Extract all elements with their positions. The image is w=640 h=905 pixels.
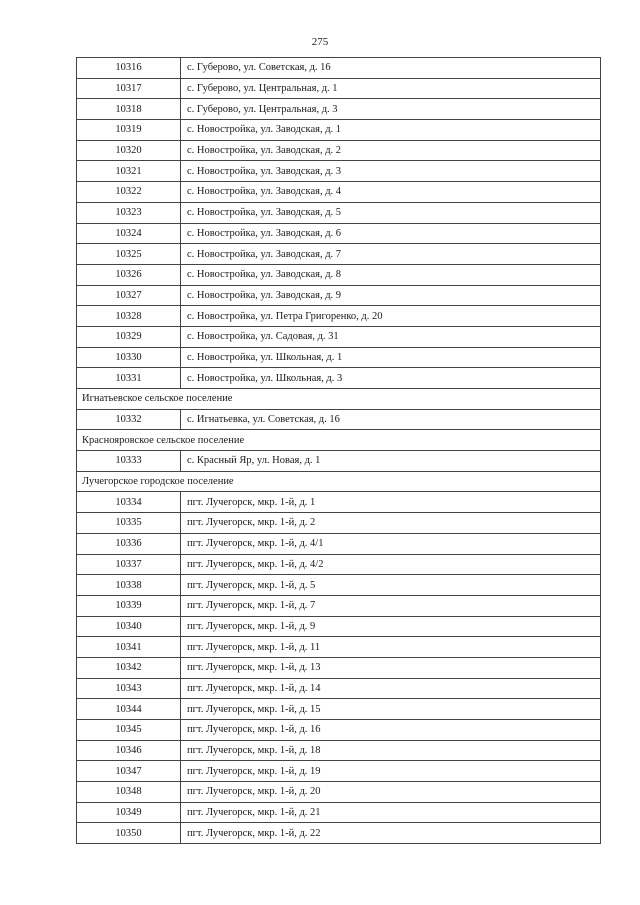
record-number: 10321	[77, 161, 181, 182]
record-number: 10338	[77, 575, 181, 596]
record-number: 10331	[77, 368, 181, 389]
address: пгт. Лучегорск, мкр. 1-й, д. 9	[181, 616, 601, 637]
address: с. Новостройка, ул. Заводская, д. 9	[181, 285, 601, 306]
table-row	[77, 657, 601, 678]
record-number: 10323	[77, 202, 181, 223]
record-number: 10324	[77, 223, 181, 244]
table-row	[77, 595, 601, 616]
record-number: 10319	[77, 120, 181, 141]
table-row	[77, 761, 601, 782]
record-number: 10348	[77, 782, 181, 803]
table-row	[77, 451, 601, 472]
address: пгт. Лучегорск, мкр. 1-й, д. 21	[181, 802, 601, 823]
table-row	[77, 120, 601, 141]
address: пгт. Лучегорск, мкр. 1-й, д. 2	[181, 513, 601, 534]
table-row	[77, 78, 601, 99]
table-row	[77, 202, 601, 223]
section-header-row	[77, 430, 601, 451]
address: с. Новостройка, ул. Заводская, д. 4	[181, 182, 601, 203]
address: пгт. Лучегорск, мкр. 1-й, д. 16	[181, 720, 601, 741]
table-row	[77, 513, 601, 534]
record-number: 10328	[77, 306, 181, 327]
address: с. Новостройка, ул. Заводская, д. 2	[181, 140, 601, 161]
record-number: 10341	[77, 637, 181, 658]
record-number: 10346	[77, 740, 181, 761]
address: с. Новостройка, ул. Заводская, д. 7	[181, 244, 601, 265]
table-row	[77, 244, 601, 265]
address: с. Новостройка, ул. Садовая, д. 31	[181, 326, 601, 347]
record-number: 10325	[77, 244, 181, 265]
section-title: Лучегорское городское поселение	[77, 471, 601, 492]
table-row	[77, 699, 601, 720]
address: пгт. Лучегорск, мкр. 1-й, д. 7	[181, 595, 601, 616]
record-number: 10349	[77, 802, 181, 823]
table-row	[77, 58, 601, 79]
table-row	[77, 554, 601, 575]
record-number: 10326	[77, 264, 181, 285]
table-row	[77, 368, 601, 389]
address: пгт. Лучегорск, мкр. 1-й, д. 18	[181, 740, 601, 761]
record-number: 10345	[77, 720, 181, 741]
table-row	[77, 409, 601, 430]
table-row	[77, 347, 601, 368]
address: пгт. Лучегорск, мкр. 1-й, д. 14	[181, 678, 601, 699]
section-title: Игнатьевское сельское поселение	[77, 389, 601, 410]
table-row	[77, 492, 601, 513]
record-number: 10336	[77, 533, 181, 554]
table-row	[77, 823, 601, 844]
table-row	[77, 720, 601, 741]
record-number: 10332	[77, 409, 181, 430]
record-number: 10335	[77, 513, 181, 534]
address: с. Новостройка, ул. Заводская, д. 8	[181, 264, 601, 285]
address: пгт. Лучегорск, мкр. 1-й, д. 5	[181, 575, 601, 596]
address: с. Новостройка, ул. Школьная, д. 1	[181, 347, 601, 368]
record-number: 10347	[77, 761, 181, 782]
table-row	[77, 161, 601, 182]
record-number: 10334	[77, 492, 181, 513]
address-registry-table	[76, 57, 601, 844]
section-title: Краснояровское сельское поселение	[77, 430, 601, 451]
page-number: 275	[311, 36, 329, 48]
address: с. Губерово, ул. Советская, д. 16	[181, 58, 601, 79]
table-row	[77, 575, 601, 596]
address: с. Игнатьевка, ул. Советская, д. 16	[181, 409, 601, 430]
table-row	[77, 264, 601, 285]
address: с. Новостройка, ул. Заводская, д. 1	[181, 120, 601, 141]
table-row	[77, 223, 601, 244]
address: пгт. Лучегорск, мкр. 1-й, д. 4/2	[181, 554, 601, 575]
table-row	[77, 678, 601, 699]
table-row	[77, 740, 601, 761]
table-row	[77, 285, 601, 306]
registry-body	[77, 58, 601, 844]
table-row	[77, 782, 601, 803]
address: с. Красный Яр, ул. Новая, д. 1	[181, 451, 601, 472]
address: пгт. Лучегорск, мкр. 1-й, д. 11	[181, 637, 601, 658]
table-row	[77, 533, 601, 554]
address: пгт. Лучегорск, мкр. 1-й, д. 22	[181, 823, 601, 844]
address: пгт. Лучегорск, мкр. 1-й, д. 4/1	[181, 533, 601, 554]
table-row	[77, 99, 601, 120]
address: с. Губерово, ул. Центральная, д. 1	[181, 78, 601, 99]
address: с. Новостройка, ул. Петра Григоренко, д. 20	[181, 306, 601, 327]
address: с. Новостройка, ул. Заводская, д. 6	[181, 223, 601, 244]
section-header-row	[77, 471, 601, 492]
record-number: 10333	[77, 451, 181, 472]
address: пгт. Лучегорск, мкр. 1-й, д. 13	[181, 657, 601, 678]
record-number: 10318	[77, 99, 181, 120]
table-row	[77, 140, 601, 161]
record-number: 10343	[77, 678, 181, 699]
address: пгт. Лучегорск, мкр. 1-й, д. 1	[181, 492, 601, 513]
record-number: 10327	[77, 285, 181, 306]
record-number: 10350	[77, 823, 181, 844]
table-row	[77, 637, 601, 658]
record-number: 10320	[77, 140, 181, 161]
table-row	[77, 182, 601, 203]
address: с. Новостройка, ул. Школьная, д. 3	[181, 368, 601, 389]
record-number: 10329	[77, 326, 181, 347]
record-number: 10316	[77, 58, 181, 79]
table-row	[77, 616, 601, 637]
address: пгт. Лучегорск, мкр. 1-й, д. 19	[181, 761, 601, 782]
record-number: 10339	[77, 595, 181, 616]
record-number: 10344	[77, 699, 181, 720]
record-number: 10337	[77, 554, 181, 575]
record-number: 10317	[77, 78, 181, 99]
address: пгт. Лучегорск, мкр. 1-й, д. 15	[181, 699, 601, 720]
table-row	[77, 326, 601, 347]
table-row	[77, 306, 601, 327]
record-number: 10330	[77, 347, 181, 368]
record-number: 10340	[77, 616, 181, 637]
address: с. Новостройка, ул. Заводская, д. 3	[181, 161, 601, 182]
table-row	[77, 802, 601, 823]
address: с. Губерово, ул. Центральная, д. 3	[181, 99, 601, 120]
address: пгт. Лучегорск, мкр. 1-й, д. 20	[181, 782, 601, 803]
section-header-row	[77, 389, 601, 410]
record-number: 10322	[77, 182, 181, 203]
record-number: 10342	[77, 657, 181, 678]
address: с. Новостройка, ул. Заводская, д. 5	[181, 202, 601, 223]
